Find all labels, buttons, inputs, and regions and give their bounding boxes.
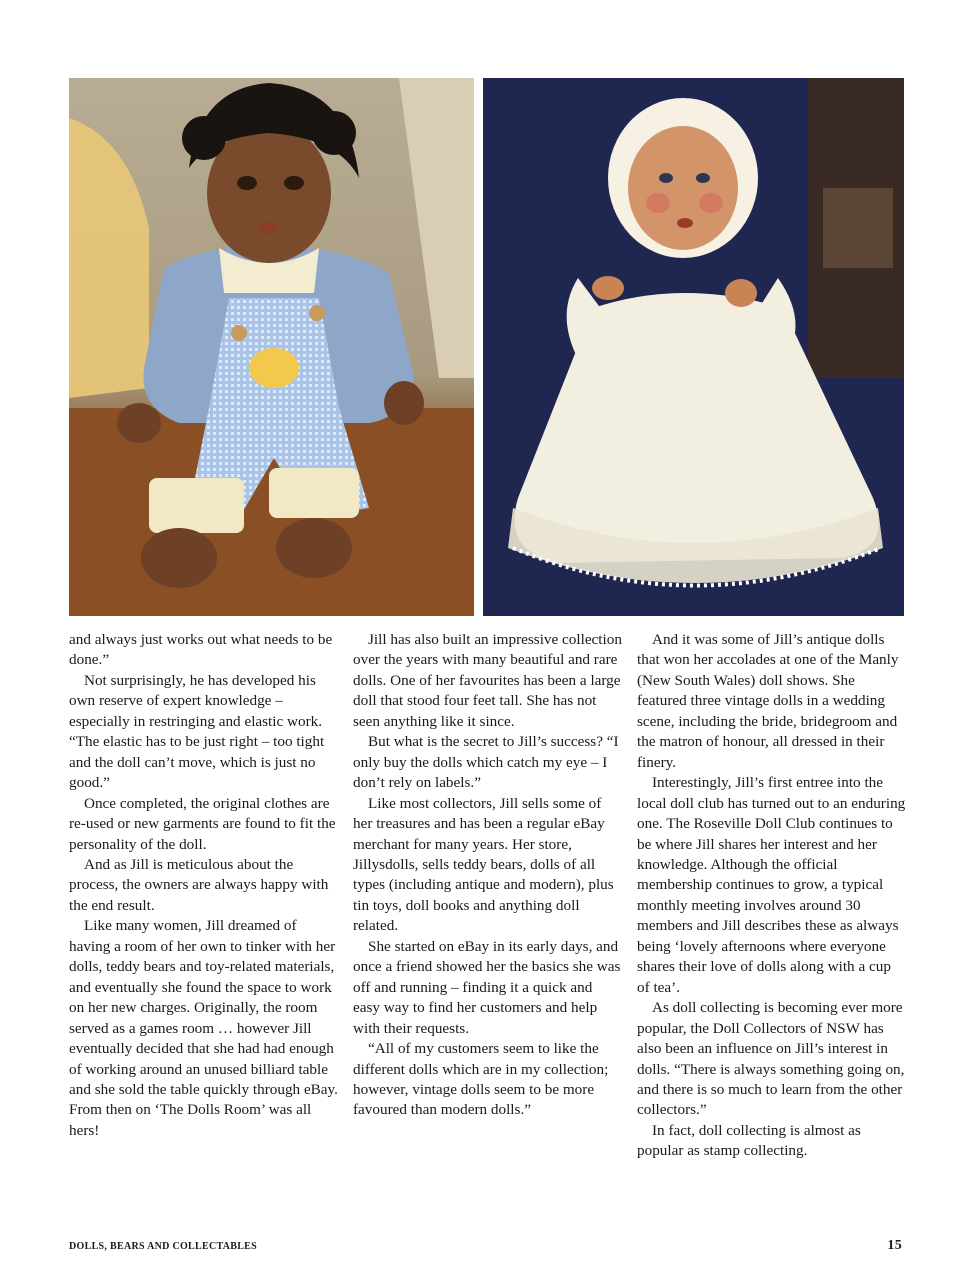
photo-doll-blue-overalls (69, 78, 474, 616)
paragraph: and always just works out what needs to be done.” (69, 631, 333, 669)
paragraph: Once completed, the original clothes are re-used or new garments are found to fit the personality of the doll. (69, 794, 336, 853)
paragraph: As doll collecting is becoming ever more popular, the Doll Collectors of NSW has also been an influence on Jill’s interest in dolls. “There is always something going on, and there is so much to learn from the other collectors.” (637, 999, 905, 1119)
article-column-2 (353, 630, 623, 1121)
paragraph: And it was some of Jill’s antique dolls that won her accolades at one of the Manly (New South Wales) doll shows. She featured three vintage dolls in a wedding scene, including the bride, bridegroom and the matron of honour, all dressed in their finery. (637, 631, 899, 771)
doll-overalls-illustration (69, 78, 474, 616)
doll-gown-illustration (483, 78, 904, 616)
paragraph: She started on eBay in its early days, and once a friend showed her the basics she was off and running – finding it a quick and easy way to find her customers and help with their requests. (353, 937, 621, 1037)
photo-vintage-doll-christening-gown (483, 78, 904, 616)
paragraph: In fact, doll collecting is almost as popular as stamp collecting. (637, 1121, 861, 1160)
paragraph: “All of my customers seem to like the different dolls which are in my collection; however, vintage dolls seem to be more favoured than modern dolls.” (353, 1040, 609, 1119)
paragraph: Jill has also built an impressive collection over the years with many beautiful and rare dolls. One of her favourites has been a large doll that stood four feet tall. She has not seen anything like it since. (353, 631, 622, 730)
paragraph: Interestingly, Jill’s first entree into the local doll club has turned out to an enduring one. The Roseville Doll Club continues to be where Jill shares her interest and her knowledge. Although the official membership continues to grow, a typical monthly meeting involves around 30 members and Jill describes these as always being ‘lovely afternoons where everyone shares their love of dolls along with a cup of tea’. (637, 774, 906, 996)
page-number: 15 (887, 1238, 902, 1253)
paragraph: But what is the secret to Jill’s success? “I only buy the dolls which catch my eye – I don’t rely on labels.” (353, 733, 619, 792)
paragraph: Not surprisingly, he has developed his own reserve of expert knowledge – especially in restringing and elastic work. “The elastic has to be just right – too tight and the doll can’t move, which is just no good.” (69, 671, 325, 792)
publication-title: DOLLS, BEARS AND COLLECTABLES (69, 1241, 258, 1252)
paragraph: Like most collectors, Jill sells some of her treasures and has been a regular eBay merchant for many years. Her store, Jillysdolls, sells teddy bears, dolls of all types (including antique and modern), plus tin toys, doll books and anything doll related. (353, 794, 614, 935)
article-column-1 (69, 630, 339, 1141)
article-column-3 (637, 630, 907, 1162)
paragraph: And as Jill is meticulous about the process, the owners are always happy with the end result. (69, 855, 329, 914)
paragraph: Like many women, Jill dreamed of having a room of her own to tinker with her dolls, teddy bears and toy-related materials, and eventually she found the space to work on her new charges. Originally, the room served as a games room … however Jill eventually decided that she had had enough of working around an unused billiard table and she sold the table quickly through eBay. From then on ‘The Dolls Room’ was all hers! (69, 917, 338, 1139)
